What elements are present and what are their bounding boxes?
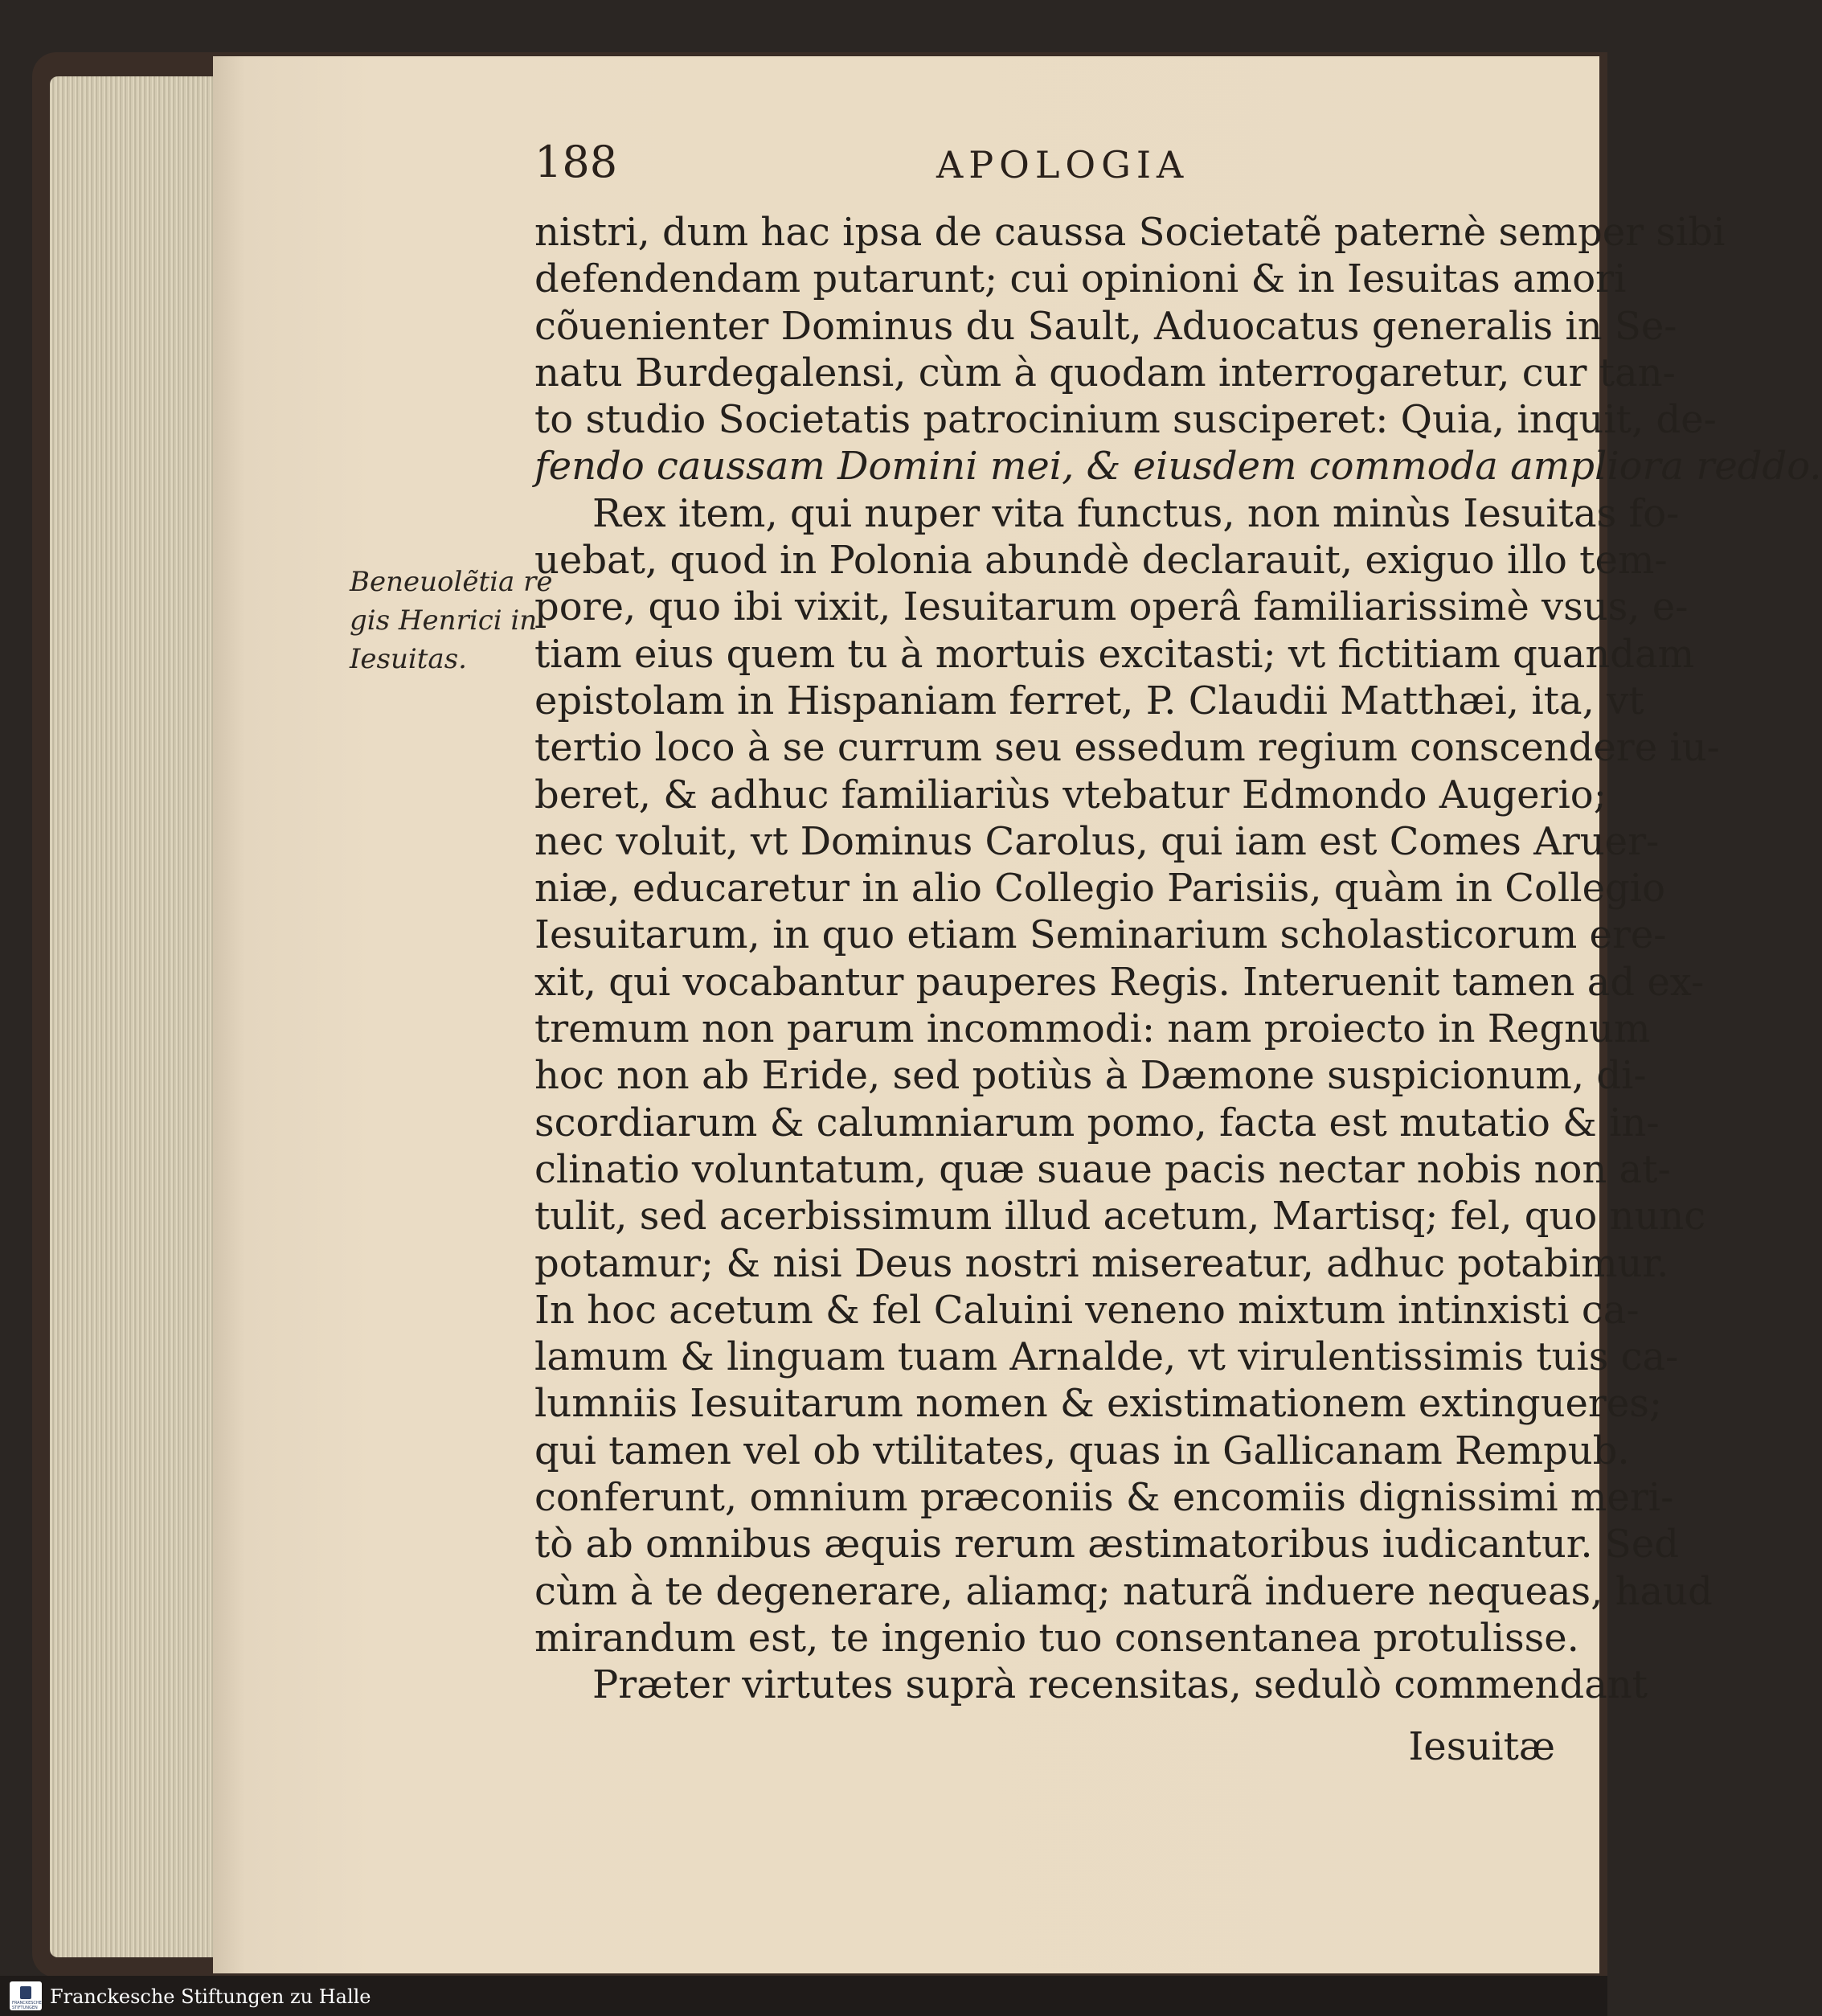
text-line: tiam eius quem tu à mortuis excitasti; vt fictitiam quandam (534, 631, 1695, 677)
text-line: uebat, quod in Polonia abundè declarauit, exiguo illo tem- (534, 538, 1668, 584)
text-line: xit, qui vocabantur pauperes Regis. Interuenit tamen ad ex- (534, 959, 1705, 1005)
page-number: 188 (534, 137, 618, 187)
text-line: tulit, sed acerbissimum illud acetum, Martisq; fel, quo nunc (534, 1194, 1706, 1240)
text-line: cõuenienter Dominus du Sault, Aduocatus generalis in Se- (534, 303, 1677, 349)
text-line: niæ, educaretur in alio Collegio Parisiis, quàm in Collegio (534, 866, 1665, 912)
book-page (213, 56, 1822, 1973)
text-line: pore, quo ibi vixit, Iesuitarum operâ familiarissimè vsus, e- (534, 584, 1689, 630)
text-line: lumniis Iesuitarum nomen & existimationem extingueres; (534, 1381, 1663, 1427)
text-line: qui tamen vel ob vtilitates, quas in Gallicanam Rempub. (534, 1428, 1630, 1473)
text-line: tertio loco à se currum seu essedum regium conscendere iu- (534, 725, 1720, 771)
text-line: tò ab omnibus æquis rerum æstimatoribus iudicantur. Sed (534, 1522, 1679, 1567)
text-line: mirandum est, te ingenio tuo consentanea protulisse. (534, 1615, 1579, 1661)
text-line: to studio Societatis patrocinium susciperet: Quia, inquit, de- (534, 397, 1717, 443)
text-line: conferunt, omnium præconiis & encomiis dignissimi meri- (534, 1475, 1674, 1521)
marginal-note (350, 563, 553, 678)
text-line: natu Burdegalensi, cùm à quodam interrogaretur, cur tan- (534, 350, 1676, 395)
text-line: scordiarum & calumniarum pomo, facta est mutatio & in- (534, 1100, 1660, 1145)
institution-logo[interactable] (10, 1981, 42, 2010)
text-line: fendo caussam Domini mei, & eiusdem commoda ampliora reddo. (534, 444, 1822, 490)
text-line: tremum non parum incommodi: nam proiecto in Regnum (534, 1006, 1651, 1052)
text-line: epistolam in Hispaniam ferret, P. Claudii Matthæi, ita, vt (534, 678, 1644, 723)
text-line: cùm à te degenerare, aliamq; naturã induere nequeas, haud (534, 1568, 1713, 1614)
text-line: hoc non ab Eride, sed potiùs à Dæmone suspicionum, di- (534, 1053, 1647, 1099)
text-line: lamum & linguam tuam Arnalde, vt virulentissimis tuis ca- (534, 1334, 1679, 1380)
text-line: In hoc acetum & fel Caluini veneno mixtum intinxisti ca- (534, 1287, 1640, 1333)
text-line: clinatio voluntatum, quæ suaue pacis nectar nobis non at- (534, 1146, 1671, 1192)
body-text (534, 209, 1822, 1709)
logo-text: FRANCKESCHE STIFTUNGEN (12, 2001, 42, 2010)
text-line: beret, & adhuc familiariùs vtebatur Edmondo Augerio; (534, 772, 1607, 817)
running-title: APOLOGIA (936, 143, 1189, 186)
footer-bar (0, 1976, 1607, 2016)
text-line: Rex item, qui nuper vita functus, non minùs Iesuitas fo- (592, 490, 1680, 536)
text-line: defendendam putarunt; cui opinioni & in Iesuitas amori (534, 256, 1627, 302)
text-line: Præter virtutes suprà recensitas, sedulò commendant (592, 1662, 1648, 1708)
page-edges (50, 76, 215, 1957)
text-line: nec voluit, vt Dominus Carolus, qui iam est Comes Aruer- (534, 818, 1660, 864)
marginal-note-line: gis Henrici in (350, 604, 538, 637)
logo-mark-icon (20, 1986, 31, 1999)
text-line: potamur; & nisi Deus nostri misereatur, adhuc potabimur. (534, 1240, 1669, 1286)
text-line: Iesuitarum, in quo etiam Seminarium scholasticorum ere- (534, 912, 1667, 958)
text-line: nistri, dum hac ipsa de caussa Societatẽ paternè semper sibi (534, 210, 1726, 255)
marginal-note-line: Beneuolẽtia re (350, 566, 553, 598)
catchword: Iesuitæ (1408, 1724, 1555, 1769)
marginal-note-line: Iesuitas. (350, 643, 467, 675)
institution-name: Franckesche Stiftungen zu Halle (50, 1985, 371, 2008)
